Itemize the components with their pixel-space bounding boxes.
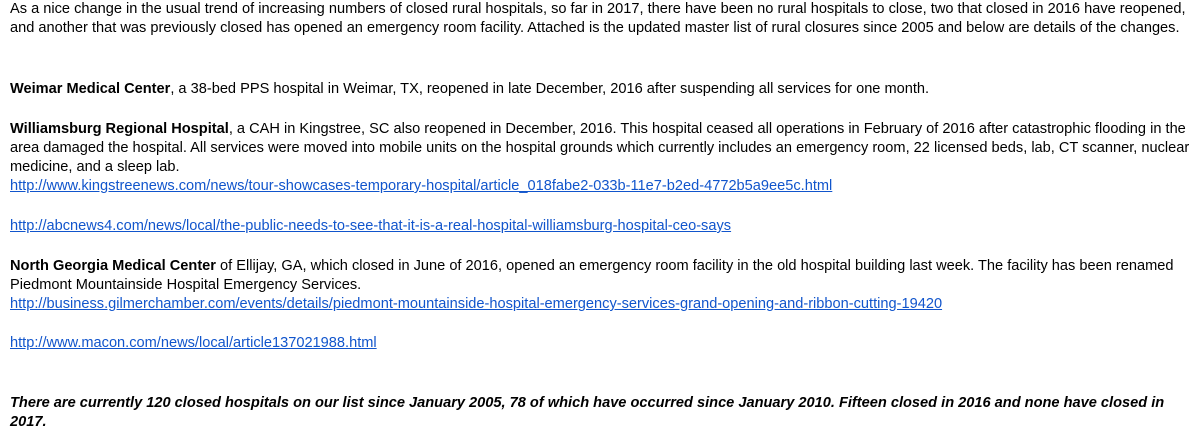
williamsburg-hospital-name: Williamsburg Regional Hospital [10,121,229,137]
macon-link-paragraph [10,334,1190,353]
closures-summary-text: There are currently 120 closed hospitals on our list since January 2005, 78 of which have occurred since January 2010. Fifteen closed in 2016 and none have closed in 2017. [10,395,1165,430]
intro-text: As a nice change in the usual trend of increasing numbers of closed rural hospitals, so far in 2017, there have been no rural hospitals to close, two that closed in 2016 have reopened, and another that was previously closed has opened an emergency room facility. Attached is the updated master list of rural closures since 2005 and below are details of the changes. [10,1,1186,36]
kingstree-news-link[interactable]: http://www.kingstreenews.com/news/tour-showcases-temporary-hospital/article_018fabe2-033b-11e7-b2ed-4772b5a9ee5c.html [10,178,833,194]
north-georgia-hospital-name: North Georgia Medical Center [10,258,216,274]
macon-news-link[interactable]: http://www.macon.com/news/local/article137021988.html [10,335,377,351]
williamsburg-details: , a CAH in Kingstree, SC also reopened in December, 2016. This hospital ceased all operations in February of 2016 after catastrophic flooding in the area damaged the hospital. All services were moved into mobile units on the hospital grounds which currently includes an emergency room, 22 licensed beds, lab, CT scanner, nuclear medicine, and a sleep lab. [10,121,1190,175]
north-georgia-paragraph [10,257,1190,314]
north-georgia-details: of Ellijay, GA, which closed in June of 2016, opened an emergency room facility in the old hospital building last week. The facility has been renamed Piedmont Mountainside Hospital Emergency Services. [10,258,1174,293]
weimar-paragraph [10,80,1190,99]
weimar-hospital-name: Weimar Medical Center [10,81,171,97]
weimar-details: , a 38-bed PPS hospital in Weimar, TX, reopened in late December, 2016 after suspending all services for one month. [170,81,930,97]
williamsburg-paragraph [10,120,1190,196]
closures-summary [10,394,1190,432]
intro-paragraph [10,0,1190,38]
gilmer-chamber-link[interactable]: http://business.gilmerchamber.com/events/details/piedmont-mountainside-hospital-emergency-services-grand-opening-and-ribbon-cutting-19420 [10,296,943,312]
abcnews4-link[interactable]: http://abcnews4.com/news/local/the-public-needs-to-see-that-it-is-a-real-hospital-williamsburg-hospital-ceo-says [10,218,732,234]
abcnews-link-paragraph [10,217,1190,236]
